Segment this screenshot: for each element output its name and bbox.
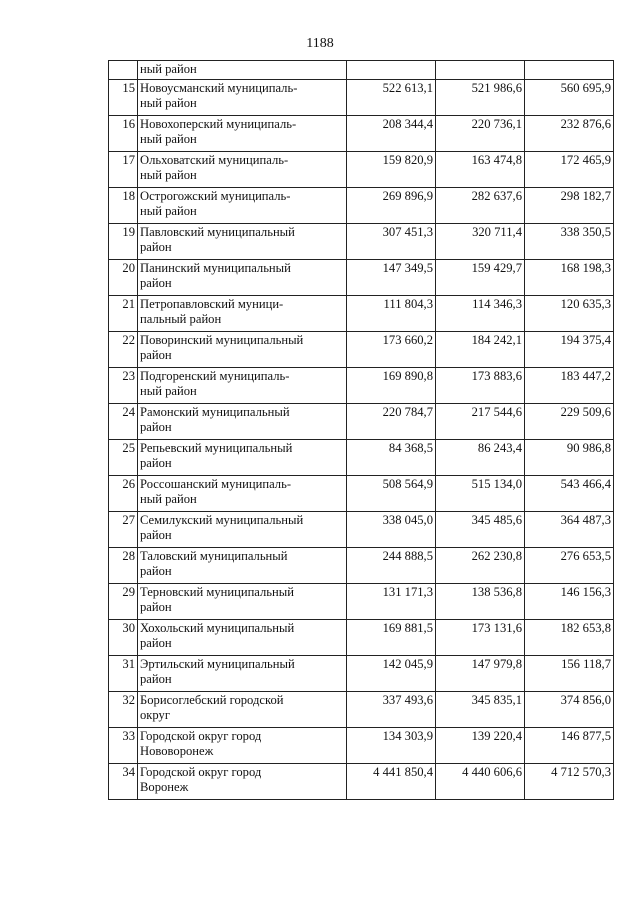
value-cell-3: 90 986,8 — [525, 440, 614, 476]
municipality-name-line: ный район — [140, 168, 197, 182]
table-row — [109, 224, 614, 260]
value-cell-2: 345 485,6 — [436, 512, 525, 548]
municipality-name-line: ный район — [140, 204, 197, 218]
value-cell-1: 337 493,6 — [347, 692, 436, 728]
municipality-name-cell — [138, 440, 347, 476]
municipality-name-line: Городской округ город — [140, 729, 262, 743]
municipality-name-cell — [138, 80, 347, 116]
value-cell-2: 521 986,6 — [436, 80, 525, 116]
municipality-name-cell — [138, 116, 347, 152]
municipality-name-line: район — [140, 348, 172, 362]
municipality-name-line: Эртильский муниципальный — [140, 657, 295, 671]
value-cell-1: 147 349,5 — [347, 260, 436, 296]
table-row — [109, 548, 614, 584]
value-cell-1: 338 045,0 — [347, 512, 436, 548]
municipality-name-line: Россошанский муниципаль- — [140, 477, 292, 491]
municipality-name-cell — [138, 296, 347, 332]
value-cell-1: 169 890,8 — [347, 368, 436, 404]
table-body — [109, 61, 614, 800]
budget-table — [108, 60, 614, 800]
value-cell-2: 139 220,4 — [436, 728, 525, 764]
municipality-name-line: Репьевский муниципальный — [140, 441, 293, 455]
value-cell-1: 169 881,5 — [347, 620, 436, 656]
table-row — [109, 512, 614, 548]
value-cell-1: 220 784,7 — [347, 404, 436, 440]
value-cell-3: 172 465,9 — [525, 152, 614, 188]
municipality-name-line: Ольховатский муниципаль- — [140, 153, 289, 167]
value-cell-3: 120 635,3 — [525, 296, 614, 332]
table-row — [109, 116, 614, 152]
row-number-cell: 32 — [109, 692, 138, 728]
municipality-name-line: Семилукский муниципальный — [140, 513, 304, 527]
municipality-name-line: Острогожский муниципаль- — [140, 189, 291, 203]
row-number-cell: 24 — [109, 404, 138, 440]
table-row — [109, 332, 614, 368]
value-cell-2: 173 883,6 — [436, 368, 525, 404]
municipality-name-cell — [138, 764, 347, 800]
row-number-cell: 27 — [109, 512, 138, 548]
table-row — [109, 296, 614, 332]
municipality-name-cell — [138, 368, 347, 404]
value-cell-3: 194 375,4 — [525, 332, 614, 368]
value-cell-2: 262 230,8 — [436, 548, 525, 584]
table-row — [109, 404, 614, 440]
municipality-name-line: Хохольский муниципальный — [140, 621, 295, 635]
value-cell-3: 232 876,6 — [525, 116, 614, 152]
value-cell-3: 560 695,9 — [525, 80, 614, 116]
value-cell-2: 147 979,8 — [436, 656, 525, 692]
value-cell-2: 220 736,1 — [436, 116, 525, 152]
municipality-name-line: округ — [140, 708, 171, 722]
value-cell-3: 338 350,5 — [525, 224, 614, 260]
value-cell-1: 269 896,9 — [347, 188, 436, 224]
row-number-cell — [109, 61, 138, 80]
table-row — [109, 728, 614, 764]
table-row — [109, 80, 614, 116]
value-cell-2: 173 131,6 — [436, 620, 525, 656]
row-number-cell: 33 — [109, 728, 138, 764]
value-cell-1: 142 045,9 — [347, 656, 436, 692]
municipality-name-line: Городской округ город — [140, 765, 262, 779]
municipality-name-cell: ный район — [138, 61, 347, 80]
value-cell-3: 183 447,2 — [525, 368, 614, 404]
municipality-name-cell — [138, 224, 347, 260]
value-cell-2: 345 835,1 — [436, 692, 525, 728]
table-row — [109, 188, 614, 224]
value-cell-1: 522 613,1 — [347, 80, 436, 116]
row-number-cell: 25 — [109, 440, 138, 476]
value-cell-3: 182 653,8 — [525, 620, 614, 656]
value-cell-1: 159 820,9 — [347, 152, 436, 188]
municipality-name-cell — [138, 188, 347, 224]
value-cell-2: 163 474,8 — [436, 152, 525, 188]
value-cell-2 — [436, 61, 525, 80]
value-cell-3: 168 198,3 — [525, 260, 614, 296]
municipality-name-line: ный район — [140, 96, 197, 110]
table-row — [109, 152, 614, 188]
value-cell-3: 374 856,0 — [525, 692, 614, 728]
municipality-name-line: ный район — [140, 492, 197, 506]
municipality-name-cell — [138, 584, 347, 620]
value-cell-1: 307 451,3 — [347, 224, 436, 260]
value-cell-3 — [525, 61, 614, 80]
row-number-cell: 19 — [109, 224, 138, 260]
municipality-name-line: Панинский муниципальный — [140, 261, 291, 275]
value-cell-3: 229 509,6 — [525, 404, 614, 440]
value-cell-1: 84 368,5 — [347, 440, 436, 476]
row-number-cell: 29 — [109, 584, 138, 620]
table-row — [109, 764, 614, 800]
row-number-cell: 26 — [109, 476, 138, 512]
municipality-name-line: Новохоперский муниципаль- — [140, 117, 297, 131]
row-number-cell: 21 — [109, 296, 138, 332]
table-row — [109, 656, 614, 692]
municipality-name-cell — [138, 152, 347, 188]
municipality-name-line: Воронеж — [140, 780, 189, 794]
value-cell-2: 320 711,4 — [436, 224, 525, 260]
row-number-cell: 20 — [109, 260, 138, 296]
municipality-name-line: Борисоглебский городской — [140, 693, 284, 707]
value-cell-2: 515 134,0 — [436, 476, 525, 512]
value-cell-1: 508 564,9 — [347, 476, 436, 512]
value-cell-3: 543 466,4 — [525, 476, 614, 512]
value-cell-1: 4 441 850,4 — [347, 764, 436, 800]
row-number-cell: 15 — [109, 80, 138, 116]
value-cell-3: 146 877,5 — [525, 728, 614, 764]
value-cell-2: 282 637,6 — [436, 188, 525, 224]
value-cell-1: 244 888,5 — [347, 548, 436, 584]
value-cell-3: 146 156,3 — [525, 584, 614, 620]
municipality-name-cell — [138, 548, 347, 584]
row-number-cell: 22 — [109, 332, 138, 368]
municipality-name-line: район — [140, 636, 172, 650]
row-number-cell: 31 — [109, 656, 138, 692]
municipality-name-cell — [138, 620, 347, 656]
value-cell-2: 114 346,3 — [436, 296, 525, 332]
municipality-name-cell — [138, 656, 347, 692]
table-row — [109, 368, 614, 404]
value-cell-1: 173 660,2 — [347, 332, 436, 368]
municipality-name-line: район — [140, 276, 172, 290]
municipality-name-cell — [138, 404, 347, 440]
municipality-name-line: Рамонский муниципальный — [140, 405, 290, 419]
municipality-name-line: район — [140, 564, 172, 578]
value-cell-3: 364 487,3 — [525, 512, 614, 548]
municipality-name-cell — [138, 692, 347, 728]
value-cell-2: 217 544,6 — [436, 404, 525, 440]
page-number: 1188 — [306, 36, 334, 51]
municipality-name-line: пальный район — [140, 312, 222, 326]
municipality-name-line: район — [140, 420, 172, 434]
value-cell-3: 156 118,7 — [525, 656, 614, 692]
municipality-name-cell — [138, 332, 347, 368]
municipality-name-line: Поворинский муниципальный — [140, 333, 304, 347]
row-number-cell: 18 — [109, 188, 138, 224]
table-row — [109, 260, 614, 296]
value-cell-1: 131 171,3 — [347, 584, 436, 620]
table-row — [109, 692, 614, 728]
row-number-cell: 16 — [109, 116, 138, 152]
value-cell-3: 276 653,5 — [525, 548, 614, 584]
value-cell-1 — [347, 61, 436, 80]
row-number-cell: 34 — [109, 764, 138, 800]
value-cell-1: 134 303,9 — [347, 728, 436, 764]
value-cell-2: 184 242,1 — [436, 332, 525, 368]
value-cell-2: 4 440 606,6 — [436, 764, 525, 800]
municipality-name-line: район — [140, 600, 172, 614]
municipality-name-line: район — [140, 528, 172, 542]
table-row — [109, 440, 614, 476]
municipality-name-line: Петропавловский муници- — [140, 297, 284, 311]
row-number-cell: 23 — [109, 368, 138, 404]
value-cell-2: 86 243,4 — [436, 440, 525, 476]
municipality-name-cell — [138, 512, 347, 548]
value-cell-2: 138 536,8 — [436, 584, 525, 620]
municipality-name-line: Таловский муниципальный — [140, 549, 288, 563]
municipality-name-cell — [138, 728, 347, 764]
municipality-name-line: Нововоронеж — [140, 744, 214, 758]
value-cell-2: 159 429,7 — [436, 260, 525, 296]
municipality-name-line: ный район — [140, 132, 197, 146]
municipality-name-line: район — [140, 240, 172, 254]
value-cell-3: 4 712 570,3 — [525, 764, 614, 800]
municipality-name-cell — [138, 476, 347, 512]
municipality-name-line: Новоусманский муниципаль- — [140, 81, 298, 95]
table-row-continuation — [109, 61, 614, 80]
municipality-name-line: ный район — [140, 384, 197, 398]
municipality-name-line: район — [140, 672, 172, 686]
municipality-name-cell — [138, 260, 347, 296]
table-row — [109, 584, 614, 620]
municipality-name-line: Терновский муниципальный — [140, 585, 294, 599]
municipality-name-line: Подгоренский муниципаль- — [140, 369, 290, 383]
table-row — [109, 620, 614, 656]
municipality-name-line: район — [140, 456, 172, 470]
row-number-cell: 17 — [109, 152, 138, 188]
value-cell-1: 208 344,4 — [347, 116, 436, 152]
row-number-cell: 30 — [109, 620, 138, 656]
municipality-name-line: Павловский муниципальный — [140, 225, 295, 239]
table-row — [109, 476, 614, 512]
value-cell-1: 111 804,3 — [347, 296, 436, 332]
value-cell-3: 298 182,7 — [525, 188, 614, 224]
row-number-cell: 28 — [109, 548, 138, 584]
